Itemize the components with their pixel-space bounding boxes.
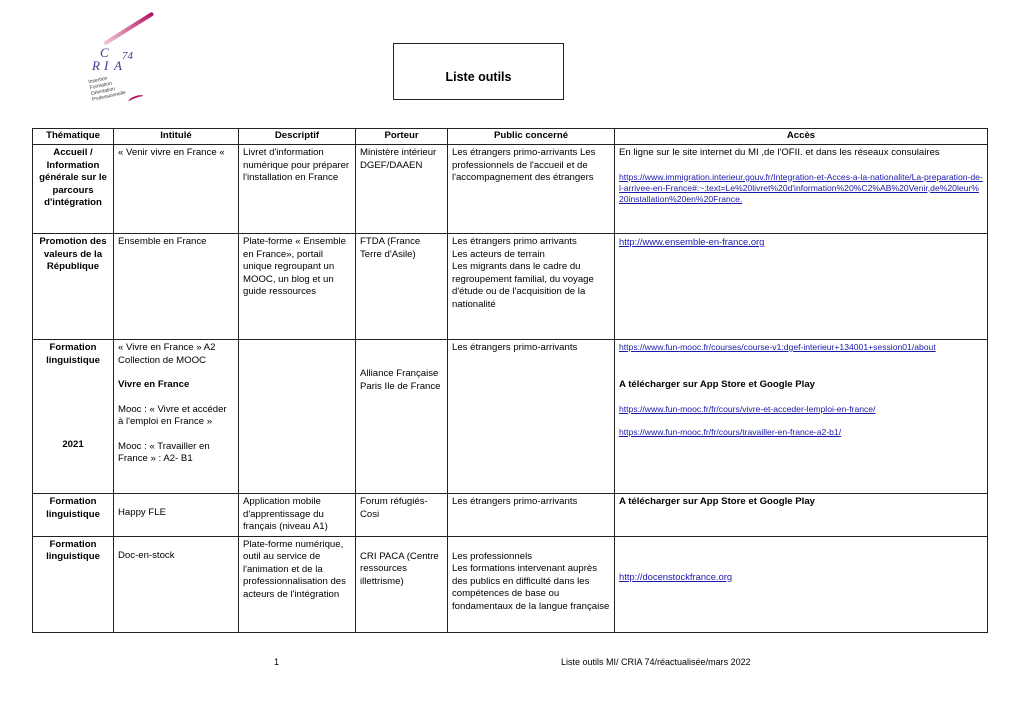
- public-line: Les professionnels: [452, 550, 532, 562]
- cell-public: [448, 536, 615, 632]
- cell-descriptif: Plate-forme numérique, outil au service de l'animation et de la professionnalisation des acteurs de l'intégration: [239, 536, 356, 632]
- cell-descriptif: Livret d'information numérique pour préparer l'installation en France: [239, 145, 356, 234]
- cell-thematique: Formation linguistique: [33, 494, 114, 537]
- link-fun-mooc-course[interactable]: https://www.fun-mooc.fr/courses/course-v1:dgef-interieur+134001+session01/about: [619, 342, 936, 352]
- cell-thematique: Promotion des valeurs de la République: [33, 234, 114, 340]
- table-header-row: [33, 129, 988, 145]
- table-row: [33, 494, 988, 537]
- logo-subtitle: Insertion Formation Orientation Professionnelle: [87, 75, 127, 103]
- public-line: Les acteurs de terrain: [452, 248, 545, 260]
- link-docenstock[interactable]: http://docenstockfrance.org: [619, 570, 733, 582]
- link-ensemble-en-france[interactable]: http://www.ensemble-en-france.org: [619, 236, 765, 247]
- cell-porteur: Alliance Française Paris Ile de France: [356, 340, 448, 494]
- cell-thematique: Accueil / Information générale sur le parcours d'intégration: [33, 145, 114, 234]
- intitule-line: Mooc : « Vivre et accéder à l'emploi en France »: [118, 403, 227, 427]
- cell-thematique: Formation linguistique: [33, 536, 114, 632]
- cell-public: Les étrangers primo-arrivants: [448, 340, 615, 494]
- header-intitule: Intitulé: [114, 129, 239, 145]
- link-fun-mooc-vivre[interactable]: https://www.fun-mooc.fr/fr/cours/vivre-et-acceder-lemploi-en-france/: [619, 403, 876, 414]
- cell-acces: [615, 340, 988, 494]
- link-fun-mooc-travailler[interactable]: https://www.fun-mooc.fr/fr/cours/travailler-en-france-a2-b1/: [619, 426, 842, 437]
- acces-text: A télécharger sur App Store et Google Play: [619, 379, 816, 390]
- page-title: [393, 43, 564, 100]
- cell-descriptif: Plate-forme « Ensemble en France», portail unique regroupant un MOOC, un blog et un guide ressources: [239, 234, 356, 340]
- table-row: [33, 145, 988, 234]
- public-line: Les formations intervenant auprès des publics en difficulté dans les compétences de base ou fondamentaux de la langue française: [452, 563, 610, 612]
- logo-letter-a: A: [114, 58, 122, 73]
- cell-thematique: [33, 340, 114, 494]
- page-title-text: Liste outils: [445, 69, 512, 84]
- cell-descriptif: Application mobile d'apprentissage du français (niveau A1): [239, 494, 356, 537]
- table-row: [33, 234, 988, 340]
- header-descriptif: Descriptif: [239, 129, 356, 145]
- swoosh-icon: [127, 93, 144, 104]
- cell-intitule: Ensemble en France: [114, 234, 239, 340]
- pen-stroke-icon: [103, 12, 154, 46]
- cell-porteur: Ministère intérieur DGEF/DAAEN: [356, 145, 448, 234]
- cell-public: Les étrangers primo-arrivants Les professionnels de l'accueil et de l'accompagnement des étrangers: [448, 145, 615, 234]
- cell-acces: [615, 145, 988, 234]
- cell-descriptif: [239, 340, 356, 494]
- header-porteur: Porteur: [356, 129, 448, 145]
- logo-letter-r: R: [92, 58, 100, 73]
- cell-intitule: Happy FLE: [114, 494, 239, 537]
- public-line: Les migrants dans le cadre du regroupement familial, du voyage d'étude ou de l'acquisition de la nationalité: [452, 261, 594, 310]
- cell-acces: [615, 536, 988, 632]
- link-immigration[interactable]: https://www.immigration.interieur.gouv.fr/Integration-et-Acces-a-la-nationalite/La-preparation-de-l-arrivee-en-France#:~:text=Le%20livret%20d'information%20%C2%AB%20Venir,de%20leur%20installation%20en%20France.: [619, 171, 983, 204]
- cell-intitule: « Venir vivre en France «: [114, 145, 239, 234]
- header-public: Public concerné: [448, 129, 615, 145]
- cria74-logo: [78, 28, 158, 108]
- table-row: [33, 536, 988, 632]
- logo-number: 74: [122, 50, 133, 62]
- footer-text: Liste outils MI/ CRIA 74/réactualisée/mars 2022: [561, 657, 751, 667]
- intitule-line: « Vivre en France » A2 Collection de MOOC: [118, 342, 216, 366]
- logo-letter-i: I: [104, 58, 109, 73]
- tools-table: [32, 128, 988, 633]
- acces-text: En ligne sur le site internet du MI ,de l'OFII. et dans les réseaux consulaires: [619, 147, 940, 158]
- header-thematique: Thématique: [33, 129, 114, 145]
- page-number: 1: [274, 657, 280, 667]
- intitule-line: Mooc : « Travailler en France » : A2- B1: [118, 440, 210, 464]
- header-acces: Accès: [615, 129, 988, 145]
- logo-letter-c: C: [100, 45, 109, 60]
- cell-porteur: Forum réfugiés-Cosi: [356, 494, 448, 537]
- public-line: Les étrangers primo arrivants: [452, 236, 577, 247]
- table-row: [33, 340, 988, 494]
- cell-intitule: Doc-en-stock: [114, 536, 239, 632]
- cell-public: Les étrangers primo-arrivants: [448, 494, 615, 537]
- thematique-year: 2021: [62, 439, 84, 450]
- cell-acces: [615, 234, 988, 340]
- cell-acces: A télécharger sur App Store et Google Play: [615, 494, 988, 537]
- cell-intitule: [114, 340, 239, 494]
- intitule-line: Vivre en France: [118, 379, 190, 390]
- cell-porteur: CRI PACA (Centre ressources illettrisme): [356, 536, 448, 632]
- cell-public: [448, 234, 615, 340]
- thematique-text: Formation linguistique: [46, 342, 100, 366]
- cell-porteur: FTDA (France Terre d'Asile): [356, 234, 448, 340]
